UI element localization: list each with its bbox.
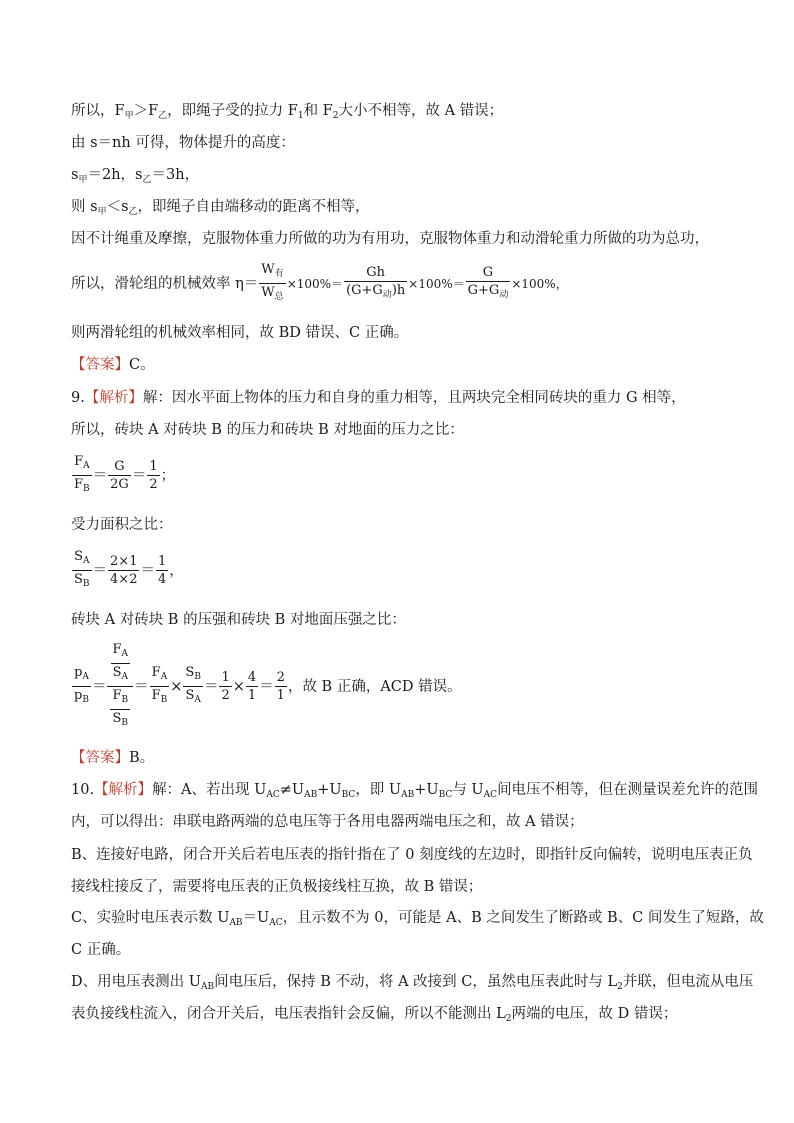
text: ＝3h，: [151, 167, 200, 183]
text: 由 s＝nh 可得，物体提升的高度：: [71, 135, 295, 151]
text: ×100%＝: [408, 276, 465, 291]
text: 表负接线柱流入，闭合开关后，电压表指针会反偏，所以不能测出 L: [71, 1006, 506, 1022]
line-efficiency-conclusion: [71, 323, 408, 343]
fraction-2-1: $\frac{2}{1}$: [276, 670, 285, 703]
fraction-1-2: $\frac{1}{2}$: [149, 459, 158, 492]
line-work-definition: [71, 229, 709, 249]
fraction-4-1: $\frac{4}{1}$: [247, 670, 257, 703]
fraction-1-4: $\frac{1}{4}$: [157, 554, 167, 587]
line-force-ratio-intro: [71, 420, 464, 440]
line-efficiency-formula: [71, 262, 568, 305]
line-distance-compare: [71, 197, 370, 217]
analysis-tag: 【解析】: [94, 782, 153, 798]
text: 则两滑轮组的机械效率相同，故 BD 错误、C 正确。: [71, 325, 409, 341]
question-10-analysis: 10.【解析】解：A、若出现 $U_{AC}\ne U_{AB}+U_{BC}$，即 $U_{AB}+U_{BC}$与 $U_{AC}$间电压不相等，但在测量误差允许的范围: [71, 782, 759, 800]
question-number: 10.: [71, 782, 95, 798]
line-tension-conclusion: [71, 101, 503, 121]
line-10b: [71, 845, 753, 865]
text: 和 F: [303, 103, 333, 119]
line-area-ratio-intro: [71, 515, 173, 535]
fraction-g: $\frac{G}{G+G_动}$: [466, 265, 511, 303]
text: ＜s: [106, 199, 129, 215]
text: 所以，滑轮组的机械效率 η＝: [71, 275, 259, 292]
text: ×100%＝: [286, 276, 344, 291]
fraction-pa-pb: $\frac{p_A}{p_B}$: [72, 665, 91, 708]
answer-8: [71, 355, 155, 375]
answer-text: C。: [129, 357, 155, 373]
subscript: 乙: [128, 207, 138, 217]
answer-tag: 【答案】: [71, 357, 129, 373]
fraction-1-2-b: $\frac{1}{2}$: [221, 670, 230, 703]
equation-force-ratio: $\frac{F_A}{F_B}$ ＝ $\frac{G}{2G}$ ＝ $\frac{1}{2}$ ；: [71, 454, 175, 497]
line-10c-cont: [71, 940, 130, 960]
line-10b-cont: [71, 877, 482, 897]
text: D、用电压表测出 U: [71, 974, 201, 990]
text: ＝2h，s: [87, 167, 143, 183]
fraction-fa-fb-2: $\frac{F_A}{F_B}$: [150, 665, 170, 708]
text: 所以，F: [71, 103, 125, 119]
fraction-2x1-4x2: $\frac{2\times 1}{4\times 2}$: [110, 554, 138, 587]
line-10a-cont: [71, 812, 584, 832]
text: ×100%，: [511, 276, 568, 291]
text: 解：A、若出现 U: [152, 782, 267, 798]
line-pressure-ratio-intro: [71, 610, 406, 630]
equation-pressure-ratio: $\frac{p_A}{p_B}$ ＝ $\frac{\frac{F_A}{S_A}}{\frac{F_B}{S_B}}$ ＝ $\frac{F_A}{F_B}$ × $\frac{S_B}{S_A}$ ＝ $\frac{1}{2}$ × $\frac{4}{1}$ ＝ $\frac{2}{1}$ ，故 B 正确，ACD 错误。: [71, 642, 462, 731]
text: ，即绳子受的拉力 F: [167, 103, 298, 119]
question-9-analysis: [71, 388, 686, 408]
text: 因不计绳重及摩擦，克服物体重力所做的功为有用功，克服物体重力和动滑轮重力所做的功为总功，: [71, 231, 709, 247]
line-10d-cont: 表负接线柱流入，闭合开关后，电压表指针会反偏，所以不能测出 $L_2$两端的电压，故 D 错误；: [71, 1006, 678, 1024]
text: 砖块 A 对砖块 B 的压强和砖块 B 对地面压强之比：: [71, 612, 406, 628]
fraction-g-2g: $\frac{G}{2G}$: [110, 459, 129, 492]
text: C 正确。: [71, 942, 131, 958]
answer-9: [71, 748, 154, 768]
fraction-sa-sb: $\frac{S_A}{S_B}$: [72, 549, 92, 592]
subscript: 乙: [142, 175, 152, 185]
text: ，即绳子自由端移动的距离不相等，: [137, 199, 370, 215]
fraction-w-useful-over-total: $\frac{W_有}{W_总}$: [259, 262, 285, 305]
subscript: 2: [332, 111, 339, 121]
text: 解：因水平面上物体的压力和自身的重力相等，且两块完全相同砖块的重力 G 相等，: [142, 390, 686, 406]
fraction-gh: $\frac{Gh}{(G+G_动)h}$: [344, 265, 407, 303]
line-10d: D、用电压表测出 $U_{AB}$间电压后，保持 B 不动，将 A 改接到 C，虽然电压表此时与 $L_2$并联，但电流从电压: [71, 974, 754, 992]
text: ＞F: [133, 103, 159, 119]
text: 则 s: [71, 199, 98, 215]
text: s: [71, 167, 79, 183]
text: 大小不相等，故 A 错误；: [338, 103, 504, 119]
subscript: 1: [297, 111, 304, 121]
subscript: 甲: [97, 207, 107, 217]
line-10c: C、实验时电压表示数 $U_{AB}=U_{AC}$，且示数不为 0，可能是 A、B 之间发生了断路或 B、C 间发生了短路，故: [71, 910, 764, 928]
equation-area-ratio: $\frac{S_A}{S_B}$ ＝ $\frac{2\times 1}{4\times 2}$ ＝ $\frac{1}{4}$ ，: [71, 549, 184, 592]
text: C、实验时电压表示数 U: [71, 910, 230, 926]
text: 所以，砖块 A 对砖块 B 的压力和砖块 B 对地面的压力之比：: [71, 422, 464, 438]
subscript: 甲: [124, 111, 134, 121]
question-number: 9.: [71, 390, 85, 406]
fraction-fa-fb: $\frac{F_A}{F_B}$: [72, 454, 92, 497]
answer-text: B。: [129, 750, 155, 766]
subscript: 乙: [158, 111, 168, 121]
text: 接线柱接反了，需要将电压表的正负极接线柱互换，故 B 错误；: [71, 879, 483, 895]
line-distances: [71, 165, 199, 185]
text: B、连接好电路，闭合开关后若电压表的指针指在了 0 刻度线的左边时，即指针反向偏转，说明电压表正负: [71, 847, 753, 863]
fraction-sb-sa: $\frac{S_B}{S_A}$: [183, 665, 203, 708]
line-height-formula: [71, 133, 295, 153]
text: 受力面积之比：: [71, 517, 173, 533]
text: 内，可以得出：串联电路两端的总电压等于各用电器两端电压之和，故 A 错误；: [71, 814, 584, 830]
analysis-tag: 【解析】: [84, 390, 143, 406]
compound-fraction: $\frac{\frac{F_A}{S_A}}{\frac{F_B}{S_B}}$: [107, 642, 133, 731]
answer-tag: 【答案】: [71, 750, 129, 766]
subscript: 甲: [78, 175, 88, 185]
